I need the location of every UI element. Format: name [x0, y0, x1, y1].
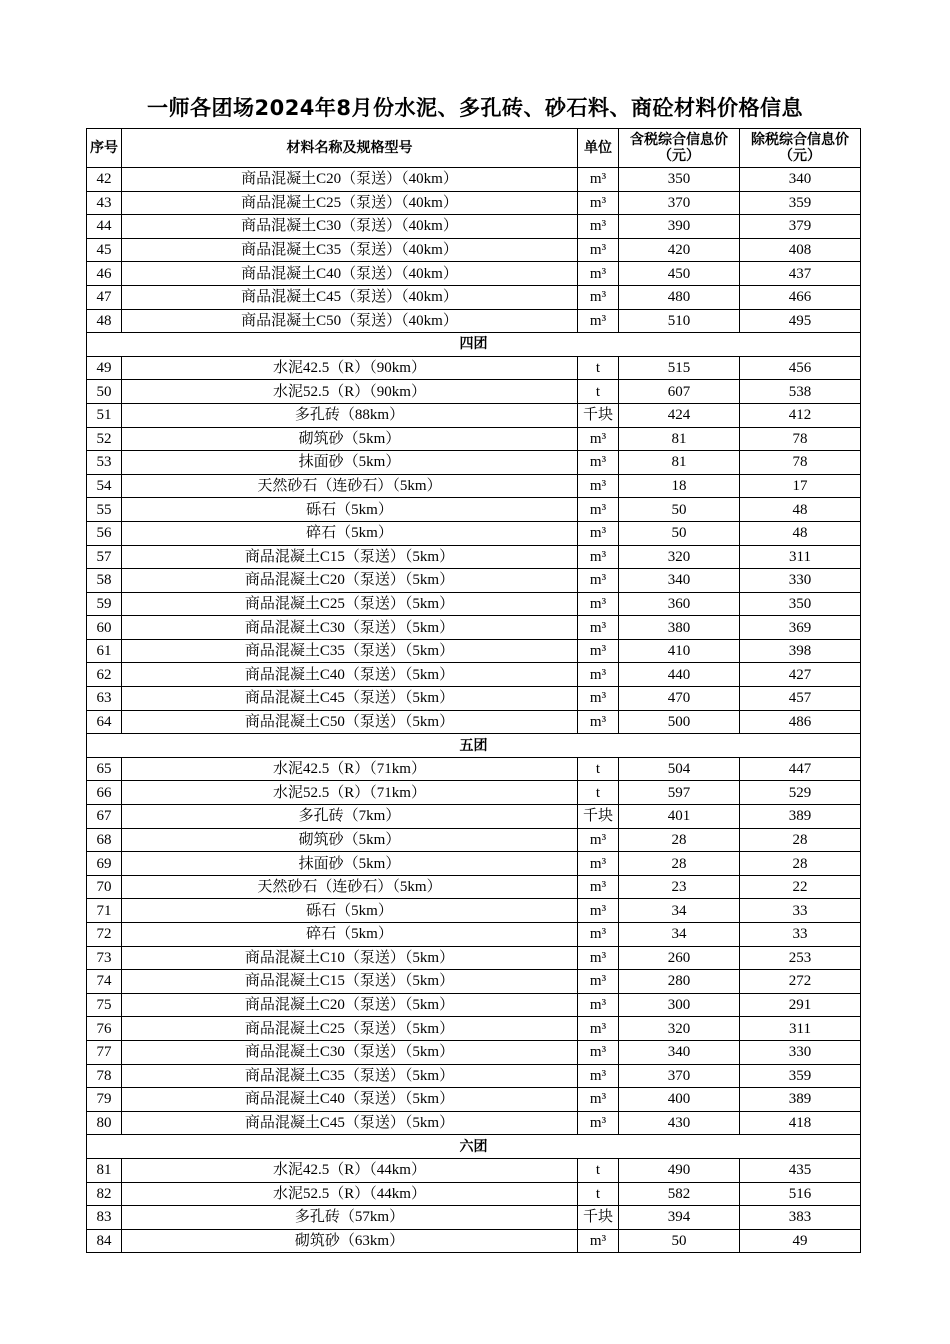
price-with-tax: 50: [619, 1229, 740, 1253]
price-with-tax: 300: [619, 993, 740, 1017]
group-label: 五团: [87, 734, 861, 758]
table-row: [87, 993, 861, 1017]
unit: m³: [578, 427, 619, 451]
unit: m³: [578, 993, 619, 1017]
table-row: [87, 781, 861, 805]
unit: m³: [578, 521, 619, 545]
material-name: 商品混凝土C20（泵送）（5km）: [122, 569, 578, 593]
row-index: 60: [87, 616, 122, 640]
price-without-tax: 369: [740, 616, 861, 640]
price-with-tax: 81: [619, 427, 740, 451]
price-without-tax: 418: [740, 1111, 861, 1135]
row-index: 70: [87, 875, 122, 899]
price-without-tax: 272: [740, 970, 861, 994]
row-index: 49: [87, 356, 122, 380]
price-with-tax: 430: [619, 1111, 740, 1135]
table-row: [87, 309, 861, 333]
price-with-tax: 394: [619, 1206, 740, 1230]
table-row: [87, 1158, 861, 1182]
price-table: [86, 128, 861, 1253]
table-row: [87, 262, 861, 286]
price-with-tax: 490: [619, 1158, 740, 1182]
price-without-tax: 359: [740, 191, 861, 215]
material-name: 砾石（5km）: [122, 498, 578, 522]
unit: t: [578, 356, 619, 380]
row-index: 56: [87, 521, 122, 545]
unit: t: [578, 1158, 619, 1182]
price-without-tax: 538: [740, 380, 861, 404]
unit: m³: [578, 262, 619, 286]
material-name: 商品混凝土C50（泵送）（5km）: [122, 710, 578, 734]
table-row: [87, 285, 861, 309]
price-without-tax: 28: [740, 828, 861, 852]
table-row: [87, 852, 861, 876]
row-index: 66: [87, 781, 122, 805]
unit: m³: [578, 309, 619, 333]
material-name: 商品混凝土C30（泵送）（40km）: [122, 215, 578, 239]
material-name: 商品混凝土C30（泵送）（5km）: [122, 1040, 578, 1064]
unit: m³: [578, 946, 619, 970]
unit: t: [578, 380, 619, 404]
unit: m³: [578, 875, 619, 899]
price-with-tax: 597: [619, 781, 740, 805]
price-without-tax: 437: [740, 262, 861, 286]
table-row: [87, 663, 861, 687]
material-name: 商品混凝土C40（泵送）（5km）: [122, 663, 578, 687]
table-row: [87, 1229, 861, 1253]
unit: t: [578, 757, 619, 781]
material-name: 商品混凝土C15（泵送）（5km）: [122, 545, 578, 569]
table-row: [87, 687, 861, 711]
table-row: [87, 970, 861, 994]
price-with-tax: 370: [619, 1064, 740, 1088]
price-with-tax: 582: [619, 1182, 740, 1206]
price-without-tax: 457: [740, 687, 861, 711]
unit: m³: [578, 616, 619, 640]
row-index: 48: [87, 309, 122, 333]
table-row: [87, 498, 861, 522]
price-without-tax: 383: [740, 1206, 861, 1230]
unit: m³: [578, 970, 619, 994]
table-row: [87, 1206, 861, 1230]
material-name: 商品混凝土C10（泵送）（5km）: [122, 946, 578, 970]
price-with-tax: 350: [619, 168, 740, 192]
price-without-tax: 359: [740, 1064, 861, 1088]
row-index: 65: [87, 757, 122, 781]
price-with-tax: 410: [619, 639, 740, 663]
material-name: 商品混凝土C35（泵送）（5km）: [122, 1064, 578, 1088]
unit: m³: [578, 828, 619, 852]
row-index: 76: [87, 1017, 122, 1041]
material-name: 水泥52.5（R）（90km）: [122, 380, 578, 404]
unit: m³: [578, 710, 619, 734]
row-index: 80: [87, 1111, 122, 1135]
price-without-tax: 427: [740, 663, 861, 687]
material-name: 商品混凝土C40（泵送）（40km）: [122, 262, 578, 286]
material-name: 商品混凝土C15（泵送）（5km）: [122, 970, 578, 994]
table-row: [87, 592, 861, 616]
price-without-tax: 33: [740, 923, 861, 947]
material-name: 砌筑砂（5km）: [122, 427, 578, 451]
table-row: [87, 569, 861, 593]
row-index: 44: [87, 215, 122, 239]
price-with-tax: 607: [619, 380, 740, 404]
price-with-tax: 450: [619, 262, 740, 286]
table-row: [87, 427, 861, 451]
unit: m³: [578, 191, 619, 215]
price-without-tax: 78: [740, 427, 861, 451]
price-with-tax: 340: [619, 1040, 740, 1064]
price-with-tax: 504: [619, 757, 740, 781]
price-without-tax: 22: [740, 875, 861, 899]
header-price-without-tax: 除税综合信息价（元）: [740, 129, 861, 168]
table-row: [87, 380, 861, 404]
material-name: 水泥52.5（R）（71km）: [122, 781, 578, 805]
material-name: 天然砂石（连砂石）（5km）: [122, 474, 578, 498]
row-index: 81: [87, 1158, 122, 1182]
price-without-tax: 447: [740, 757, 861, 781]
material-name: 抹面砂（5km）: [122, 451, 578, 475]
row-index: 55: [87, 498, 122, 522]
unit: m³: [578, 1088, 619, 1112]
price-without-tax: 340: [740, 168, 861, 192]
price-with-tax: 280: [619, 970, 740, 994]
row-index: 72: [87, 923, 122, 947]
material-name: 商品混凝土C35（泵送）（5km）: [122, 639, 578, 663]
group-header-row: [87, 734, 861, 758]
table-row: [87, 710, 861, 734]
group-header-row: [87, 1135, 861, 1159]
material-name: 天然砂石（连砂石）（5km）: [122, 875, 578, 899]
row-index: 53: [87, 451, 122, 475]
unit: m³: [578, 451, 619, 475]
price-without-tax: 330: [740, 1040, 861, 1064]
price-without-tax: 33: [740, 899, 861, 923]
price-without-tax: 311: [740, 1017, 861, 1041]
material-name: 商品混凝土C40（泵送）（5km）: [122, 1088, 578, 1112]
material-name: 水泥52.5（R）（44km）: [122, 1182, 578, 1206]
unit: m³: [578, 569, 619, 593]
price-with-tax: 34: [619, 923, 740, 947]
price-without-tax: 17: [740, 474, 861, 498]
row-index: 83: [87, 1206, 122, 1230]
unit: t: [578, 781, 619, 805]
material-name: 砾石（5km）: [122, 899, 578, 923]
unit: m³: [578, 663, 619, 687]
material-name: 水泥42.5（R）（71km）: [122, 757, 578, 781]
price-with-tax: 320: [619, 1017, 740, 1041]
row-index: 68: [87, 828, 122, 852]
row-index: 69: [87, 852, 122, 876]
table-row: [87, 168, 861, 192]
price-without-tax: 350: [740, 592, 861, 616]
table-body: [87, 168, 861, 1253]
material-name: 砌筑砂（63km）: [122, 1229, 578, 1253]
row-index: 51: [87, 403, 122, 427]
unit: m³: [578, 498, 619, 522]
material-name: 商品混凝土C45（泵送）（5km）: [122, 687, 578, 711]
price-with-tax: 420: [619, 238, 740, 262]
price-with-tax: 424: [619, 403, 740, 427]
row-index: 47: [87, 285, 122, 309]
table-header-row: [87, 129, 861, 168]
row-index: 71: [87, 899, 122, 923]
price-with-tax: 380: [619, 616, 740, 640]
price-with-tax: 81: [619, 451, 740, 475]
unit: m³: [578, 238, 619, 262]
price-without-tax: 48: [740, 521, 861, 545]
price-without-tax: 456: [740, 356, 861, 380]
unit: m³: [578, 285, 619, 309]
material-name: 碎石（5km）: [122, 923, 578, 947]
unit: m³: [578, 899, 619, 923]
table-row: [87, 757, 861, 781]
price-without-tax: 389: [740, 1088, 861, 1112]
price-without-tax: 529: [740, 781, 861, 805]
header-price-with-tax: 含税综合信息价（元）: [619, 129, 740, 168]
price-without-tax: 253: [740, 946, 861, 970]
price-without-tax: 330: [740, 569, 861, 593]
price-without-tax: 495: [740, 309, 861, 333]
row-index: 57: [87, 545, 122, 569]
price-without-tax: 379: [740, 215, 861, 239]
table-row: [87, 1017, 861, 1041]
row-index: 75: [87, 993, 122, 1017]
page-title: 一师各团场2024年8月份水泥、多孔砖、砂石料、商砼材料价格信息: [146, 96, 804, 120]
price-without-tax: 28: [740, 852, 861, 876]
price-with-tax: 50: [619, 521, 740, 545]
unit: m³: [578, 592, 619, 616]
material-name: 水泥42.5（R）（90km）: [122, 356, 578, 380]
price-without-tax: 389: [740, 805, 861, 829]
table-row: [87, 1088, 861, 1112]
material-name: 碎石（5km）: [122, 521, 578, 545]
price-with-tax: 50: [619, 498, 740, 522]
row-index: 58: [87, 569, 122, 593]
table-row: [87, 403, 861, 427]
unit: m³: [578, 1111, 619, 1135]
price-without-tax: 48: [740, 498, 861, 522]
table-row: [87, 946, 861, 970]
price-with-tax: 401: [619, 805, 740, 829]
table-row: [87, 875, 861, 899]
unit: m³: [578, 1017, 619, 1041]
material-name: 多孔砖（7km）: [122, 805, 578, 829]
row-index: 64: [87, 710, 122, 734]
unit: m³: [578, 1040, 619, 1064]
material-name: 商品混凝土C25（泵送）（40km）: [122, 191, 578, 215]
table-row: [87, 1111, 861, 1135]
table-row: [87, 521, 861, 545]
price-without-tax: 398: [740, 639, 861, 663]
material-name: 商品混凝土C35（泵送）（40km）: [122, 238, 578, 262]
material-name: 商品混凝土C50（泵送）（40km）: [122, 309, 578, 333]
row-index: 79: [87, 1088, 122, 1112]
header-name: 材料名称及规格型号: [122, 129, 578, 168]
price-without-tax: 49: [740, 1229, 861, 1253]
row-index: 67: [87, 805, 122, 829]
price-without-tax: 486: [740, 710, 861, 734]
material-name: 多孔砖（88km）: [122, 403, 578, 427]
unit: m³: [578, 687, 619, 711]
unit: 千块: [578, 403, 619, 427]
row-index: 50: [87, 380, 122, 404]
price-with-tax: 480: [619, 285, 740, 309]
table-row: [87, 545, 861, 569]
table-row: [87, 215, 861, 239]
price-with-tax: 440: [619, 663, 740, 687]
price-with-tax: 510: [619, 309, 740, 333]
price-without-tax: 311: [740, 545, 861, 569]
material-name: 多孔砖（57km）: [122, 1206, 578, 1230]
row-index: 74: [87, 970, 122, 994]
price-with-tax: 320: [619, 545, 740, 569]
price-with-tax: 515: [619, 356, 740, 380]
price-with-tax: 470: [619, 687, 740, 711]
price-without-tax: 78: [740, 451, 861, 475]
table-row: [87, 1040, 861, 1064]
price-without-tax: 412: [740, 403, 861, 427]
group-label: 六团: [87, 1135, 861, 1159]
price-with-tax: 360: [619, 592, 740, 616]
row-index: 82: [87, 1182, 122, 1206]
material-name: 商品混凝土C45（泵送）（5km）: [122, 1111, 578, 1135]
price-with-tax: 23: [619, 875, 740, 899]
price-without-tax: 516: [740, 1182, 861, 1206]
unit: m³: [578, 1064, 619, 1088]
price-with-tax: 370: [619, 191, 740, 215]
row-index: 45: [87, 238, 122, 262]
table-row: [87, 1064, 861, 1088]
row-index: 78: [87, 1064, 122, 1088]
unit: m³: [578, 545, 619, 569]
table-row: [87, 899, 861, 923]
table-row: [87, 805, 861, 829]
row-index: 59: [87, 592, 122, 616]
unit: t: [578, 1182, 619, 1206]
unit: m³: [578, 474, 619, 498]
row-index: 42: [87, 168, 122, 192]
table-row: [87, 1182, 861, 1206]
material-name: 商品混凝土C20（泵送）（5km）: [122, 993, 578, 1017]
price-with-tax: 340: [619, 569, 740, 593]
group-header-row: [87, 333, 861, 357]
row-index: 62: [87, 663, 122, 687]
table-row: [87, 474, 861, 498]
table-row: [87, 828, 861, 852]
material-name: 商品混凝土C45（泵送）（40km）: [122, 285, 578, 309]
row-index: 63: [87, 687, 122, 711]
price-with-tax: 28: [619, 852, 740, 876]
row-index: 73: [87, 946, 122, 970]
unit: 千块: [578, 1206, 619, 1230]
row-index: 61: [87, 639, 122, 663]
table-row: [87, 616, 861, 640]
header-unit: 单位: [578, 129, 619, 168]
unit: m³: [578, 923, 619, 947]
table-row: [87, 356, 861, 380]
material-name: 抹面砂（5km）: [122, 852, 578, 876]
row-index: 77: [87, 1040, 122, 1064]
material-name: 商品混凝土C25（泵送）（5km）: [122, 1017, 578, 1041]
table-row: [87, 639, 861, 663]
material-name: 商品混凝土C20（泵送）（40km）: [122, 168, 578, 192]
price-with-tax: 34: [619, 899, 740, 923]
table-row: [87, 451, 861, 475]
unit: m³: [578, 168, 619, 192]
material-name: 商品混凝土C25（泵送）（5km）: [122, 592, 578, 616]
row-index: 43: [87, 191, 122, 215]
unit: 千块: [578, 805, 619, 829]
unit: m³: [578, 852, 619, 876]
price-with-tax: 390: [619, 215, 740, 239]
table-row: [87, 238, 861, 262]
group-label: 四团: [87, 333, 861, 357]
price-without-tax: 466: [740, 285, 861, 309]
price-with-tax: 500: [619, 710, 740, 734]
table-row: [87, 191, 861, 215]
price-with-tax: 28: [619, 828, 740, 852]
price-with-tax: 400: [619, 1088, 740, 1112]
price-without-tax: 291: [740, 993, 861, 1017]
price-with-tax: 18: [619, 474, 740, 498]
material-name: 商品混凝土C30（泵送）（5km）: [122, 616, 578, 640]
price-without-tax: 435: [740, 1158, 861, 1182]
row-index: 84: [87, 1229, 122, 1253]
row-index: 46: [87, 262, 122, 286]
unit: m³: [578, 639, 619, 663]
material-name: 砌筑砂（5km）: [122, 828, 578, 852]
unit: m³: [578, 1229, 619, 1253]
row-index: 52: [87, 427, 122, 451]
row-index: 54: [87, 474, 122, 498]
price-with-tax: 260: [619, 946, 740, 970]
table-row: [87, 923, 861, 947]
price-without-tax: 408: [740, 238, 861, 262]
unit: m³: [578, 215, 619, 239]
material-name: 水泥42.5（R）（44km）: [122, 1158, 578, 1182]
header-index: 序号: [87, 129, 122, 168]
